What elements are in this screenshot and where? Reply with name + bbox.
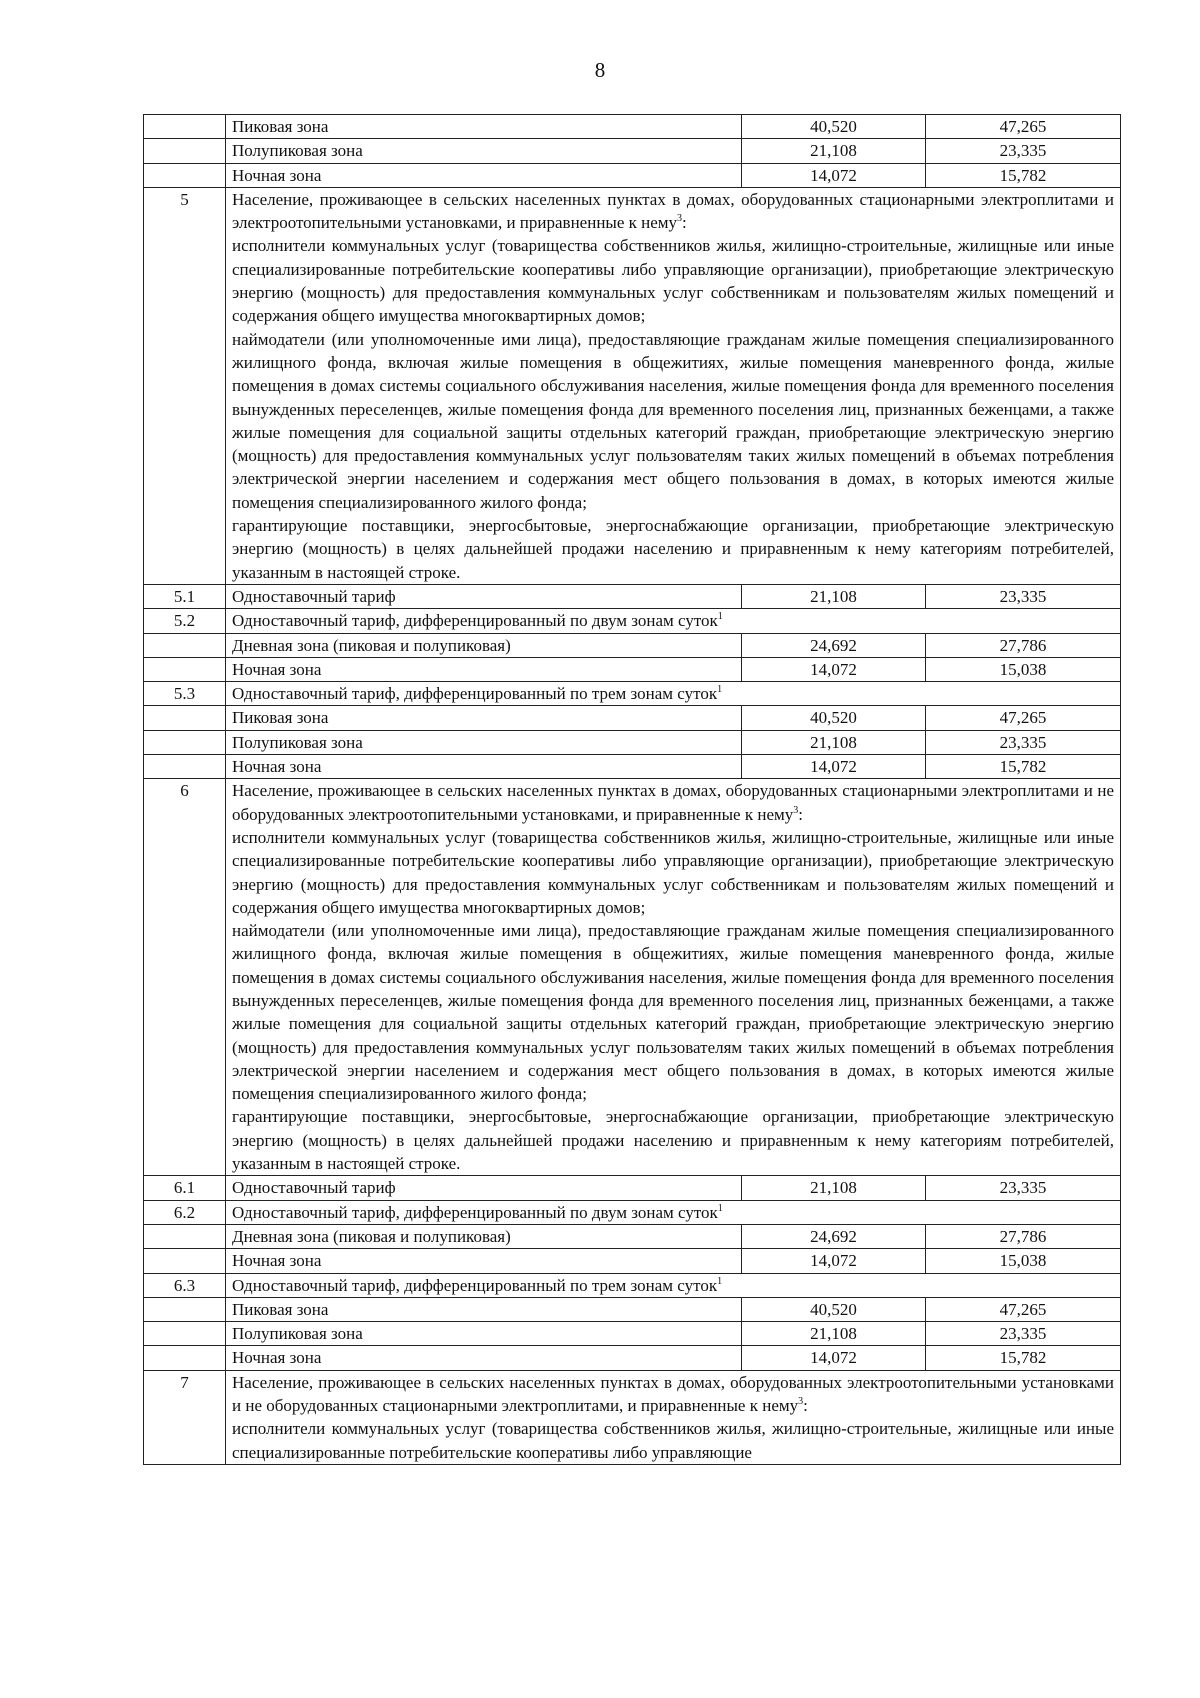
tariff-value-period-2: 23,335	[926, 139, 1121, 163]
tariff-zone-name: Пиковая зона	[226, 1297, 742, 1321]
tariff-value-period-2: 27,786	[926, 1224, 1121, 1248]
tariff-value-period-1: 40,520	[742, 706, 926, 730]
tariff-zone-name: Ночная зона	[226, 657, 742, 681]
tariff-value-period-1: 14,072	[742, 163, 926, 187]
table-row	[144, 187, 1121, 584]
tariff-value-period-1: 21,108	[742, 139, 926, 163]
row-number: 5.3	[144, 682, 226, 706]
row-number: 5.1	[144, 584, 226, 608]
tariff-value-period-2: 15,038	[926, 1249, 1121, 1273]
tariff-zone-name: Ночная зона	[226, 163, 742, 187]
row-number: 6.3	[144, 1273, 226, 1297]
tariff-value-period-1: 21,108	[742, 1322, 926, 1346]
tariff-value-period-1: 40,520	[742, 1297, 926, 1321]
table-row	[144, 163, 1121, 187]
description-paragraph: исполнители коммунальных услуг (товарищества собственников жилья, жилищно-строительные, жилищные или иные специализированные потребительские кооперативы либо управляющие	[232, 1419, 1114, 1462]
table-row	[144, 755, 1121, 779]
tariff-table	[143, 114, 1121, 1465]
table-row	[144, 1176, 1121, 1200]
table-row	[144, 115, 1121, 139]
tariff-value-period-2: 15,782	[926, 163, 1121, 187]
table-row	[144, 779, 1121, 1176]
table-row	[144, 633, 1121, 657]
row-number	[144, 1322, 226, 1346]
tariff-heading: Одноставочный тариф, дифференцированный по двум зонам суток$^1$	[226, 1200, 1121, 1224]
table-row	[144, 1346, 1121, 1370]
table-row	[144, 1224, 1121, 1248]
tariff-value-period-1: 24,692	[742, 1224, 926, 1248]
footnote-marker: 1	[717, 684, 723, 696]
description-paragraph: исполнители коммунальных услуг (товарищества собственников жилья, жилищно-строительные, жилищные или иные специализированные потребительские кооперативы либо управляющие организации), приобретающие электрическую энергию (мощность) для предоставления коммунальных услуг собственникам и пользователям жилых помещений и содержания общего имущества многоквартирных домов;	[232, 827, 1114, 917]
tariff-value-period-2: 23,335	[926, 1322, 1121, 1346]
row-number: 5	[144, 187, 226, 584]
consumer-group-description	[226, 1370, 1121, 1464]
tariff-value-period-1: 14,072	[742, 1249, 926, 1273]
table-row	[144, 1273, 1121, 1297]
description-paragraph: Население, проживающее в сельских населенных пунктах в домах, оборудованных стационарными электроплитами и не оборудованных электроотопительными установками, и приравненные к нему$^3$:	[232, 781, 1114, 824]
tariff-zone-name: Пиковая зона	[226, 115, 742, 139]
description-paragraph: Население, проживающее в сельских населенных пунктах в домах, оборудованных стационарными электроплитами и электроотопительными установками, и приравненные к нему$^3$:	[232, 189, 1114, 233]
footnote-marker: 1	[717, 1202, 723, 1214]
row-number: 7	[144, 1370, 226, 1464]
description-paragraph: наймодатели (или уполномоченные ими лица), предоставляющие гражданам жилые помещения специализированного жилищного фонда, включая жилые помещения в общежитиях, жилые помещения маневренного фонда, жилые помещения в домах системы социального обслуживания населения, жилые помещения фонда для временного поселения вынужденных переселенцев, жилые помещения фонда для временного поселения лиц, признанных беженцами, а также жилые помещения для социальной защиты отдельных категорий граждан, приобретающие электрическую энергию (мощность) для предоставления коммунальных услуг пользователям таких жилых помещений в объемах потребления электрической энергии населением и содержания мест общего пользования в домах, в которых имеются жилые помещения специализированного жилого фонда;	[232, 329, 1114, 512]
tariff-heading: Одноставочный тариф, дифференцированный по трем зонам суток$^1$	[226, 1273, 1121, 1297]
consumer-group-description	[226, 187, 1121, 584]
footnote-marker: 3	[798, 1396, 804, 1408]
consumer-group-description	[226, 779, 1121, 1176]
tariff-zone-name: Ночная зона	[226, 755, 742, 779]
tariff-value-period-1: 14,072	[742, 755, 926, 779]
table-row	[144, 1249, 1121, 1273]
tariff-value-period-1: 21,108	[742, 584, 926, 608]
row-number: 5.2	[144, 609, 226, 633]
tariff-value-period-2: 15,782	[926, 755, 1121, 779]
table-row	[144, 1200, 1121, 1224]
tariff-value-period-2: 27,786	[926, 633, 1121, 657]
tariff-zone-name: Полупиковая зона	[226, 139, 742, 163]
tariff-value-period-2: 47,265	[926, 706, 1121, 730]
tariff-value-period-2: 23,335	[926, 1176, 1121, 1200]
table-row	[144, 139, 1121, 163]
row-number	[144, 1249, 226, 1273]
tariff-zone-name: Ночная зона	[226, 1346, 742, 1370]
table-row	[144, 609, 1121, 633]
tariff-value-period-1: 14,072	[742, 657, 926, 681]
tariff-zone-name: Дневная зона (пиковая и полупиковая)	[226, 1224, 742, 1248]
table-row	[144, 730, 1121, 754]
row-number	[144, 115, 226, 139]
table-row	[144, 682, 1121, 706]
footnote-marker: 3	[677, 213, 683, 225]
row-number	[144, 1297, 226, 1321]
tariff-heading: Одноставочный тариф, дифференцированный по двум зонам суток$^1$	[226, 609, 1121, 633]
tariff-value-period-1: 14,072	[742, 1346, 926, 1370]
row-number	[144, 657, 226, 681]
row-number: 6.1	[144, 1176, 226, 1200]
description-paragraph: гарантирующие поставщики, энергосбытовые, энергоснабжающие организации, приобретающие электрическую энергию (мощность) в целях дальнейшей продажи населению и приравненным к нему категориям потребителей, указанным в настоящей строке.	[232, 1107, 1114, 1174]
tariff-value-period-2: 23,335	[926, 730, 1121, 754]
description-paragraph: Население, проживающее в сельских населенных пунктах в домах, оборудованных электроотопительными установками и не оборудованных стационарными электроплитами, и приравненные к нему$^3$:	[232, 1372, 1114, 1416]
tariff-zone-name: Ночная зона	[226, 1249, 742, 1273]
row-number	[144, 139, 226, 163]
row-number: 6.2	[144, 1200, 226, 1224]
footnote-marker: 3	[793, 804, 799, 816]
description-paragraph: гарантирующие поставщики, энергосбытовые, энергоснабжающие организации, приобретающие электрическую энергию (мощность) в целях дальнейшей продажи населению и приравненным к нему категориям потребителей, указанным в настоящей строке.	[232, 516, 1114, 582]
table-row	[144, 657, 1121, 681]
table-row	[144, 1297, 1121, 1321]
row-number: 6	[144, 779, 226, 1176]
tariff-value-period-1: 40,520	[742, 115, 926, 139]
row-number	[144, 1224, 226, 1248]
footnote-marker: 1	[717, 611, 723, 623]
tariff-zone-name: Полупиковая зона	[226, 1322, 742, 1346]
row-number	[144, 706, 226, 730]
table-row	[144, 584, 1121, 608]
description-paragraph: наймодатели (или уполномоченные ими лица), предоставляющие гражданам жилые помещения специализированного жилищного фонда, включая жилые помещения в общежитиях, жилые помещения маневренного фонда, жилые помещения в домах системы социального обслуживания населения, жилые помещения фонда для временного поселения вынужденных переселенцев, жилые помещения фонда для временного поселения лиц, признанных беженцами, а также жилые помещения для социальной защиты отдельных категорий граждан, приобретающие электрическую энергию (мощность) для предоставления коммунальных услуг пользователям таких жилых помещений в объемах потребления электрической энергии населением и содержания мест общего пользования в домах, в которых имеются жилые помещения специализированного жилого фонда;	[232, 921, 1114, 1104]
table-row	[144, 1370, 1121, 1464]
tariff-zone-name: Дневная зона (пиковая и полупиковая)	[226, 633, 742, 657]
row-number	[144, 730, 226, 754]
tariff-zone-name: Одноставочный тариф	[226, 584, 742, 608]
tariff-value-period-2: 23,335	[926, 584, 1121, 608]
row-number	[144, 1346, 226, 1370]
tariff-value-period-2: 47,265	[926, 1297, 1121, 1321]
description-paragraph: исполнители коммунальных услуг (товарищества собственников жилья, жилищно-строительные, жилищные или иные специализированные потребительские кооперативы либо управляющие организации), приобретающие электрическую энергию (мощность) для предоставления коммунальных услуг собственникам и пользователям жилых помещений и содержания общего имущества многоквартирных домов;	[232, 236, 1114, 326]
tariff-table-body	[144, 115, 1121, 1465]
table-row	[144, 1322, 1121, 1346]
table-row	[144, 706, 1121, 730]
tariff-value-period-1: 21,108	[742, 1176, 926, 1200]
row-number	[144, 633, 226, 657]
tariff-zone-name: Пиковая зона	[226, 706, 742, 730]
row-number	[144, 755, 226, 779]
footnote-marker: 1	[717, 1275, 723, 1287]
tariff-value-period-1: 21,108	[742, 730, 926, 754]
tariff-value-period-2: 47,265	[926, 115, 1121, 139]
tariff-zone-name: Одноставочный тариф	[226, 1176, 742, 1200]
row-number	[144, 163, 226, 187]
page-number: 8	[594, 58, 606, 82]
tariff-heading: Одноставочный тариф, дифференцированный по трем зонам суток$^1$	[226, 682, 1121, 706]
tariff-zone-name: Полупиковая зона	[226, 730, 742, 754]
tariff-value-period-2: 15,038	[926, 657, 1121, 681]
tariff-value-period-1: 24,692	[742, 633, 926, 657]
tariff-value-period-2: 15,782	[926, 1346, 1121, 1370]
